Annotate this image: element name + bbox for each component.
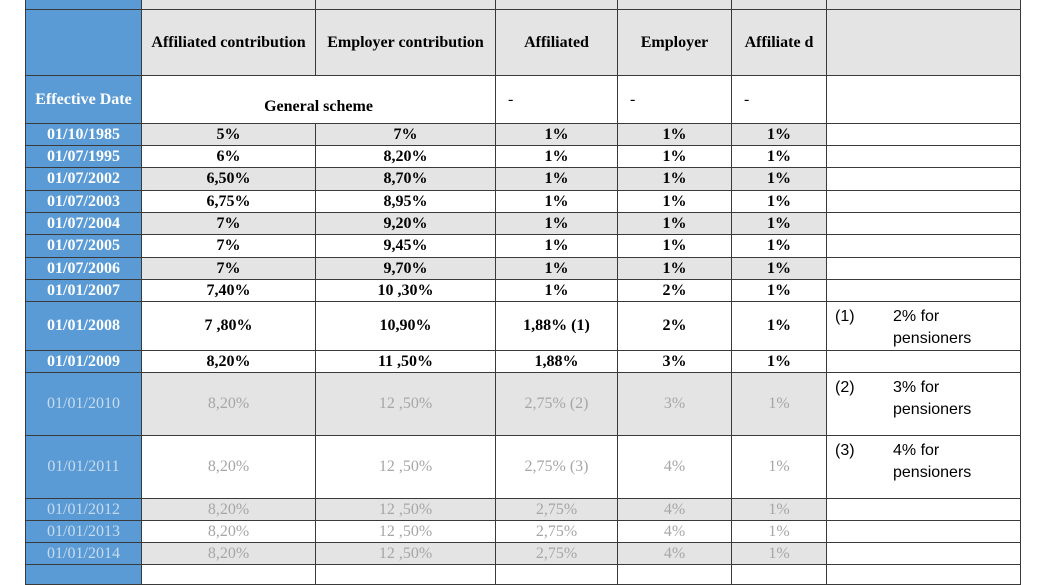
date-cell: 01/01/2009 — [26, 351, 142, 373]
table-row — [26, 213, 1021, 235]
affiliated-rate-2-cell: 1% — [732, 124, 827, 146]
dash-cell: - — [618, 76, 732, 124]
scheme-row — [26, 76, 1021, 124]
affiliated-rate-2-cell: 1% — [732, 373, 827, 436]
note-cell — [827, 302, 1021, 351]
table-row — [26, 124, 1021, 146]
affiliated-rate-cell: 1% — [496, 280, 618, 302]
header-affiliated-2: Affiliate d — [732, 10, 827, 76]
header-affiliated-contribution: Affiliated contribution — [142, 10, 316, 76]
employer-contribution-cell: 9,70% — [316, 258, 496, 280]
date-cell: 01/07/1995 — [26, 146, 142, 168]
note-text: 2% for pensioners — [893, 308, 972, 347]
date-cell: 01/01/2010 — [26, 373, 142, 436]
employer-contribution-cell: 10 ,30% — [316, 280, 496, 302]
affiliated-rate-2-cell: 1% — [732, 302, 827, 351]
affiliated-rate-2-cell: 1% — [732, 235, 827, 258]
affiliated-rate-2-cell: 1% — [732, 521, 827, 543]
affiliated-rate-cell: 1% — [496, 213, 618, 235]
empty-cell — [142, 565, 316, 585]
date-cell: 01/07/2004 — [26, 213, 142, 235]
employer-contribution-cell: 8,70% — [316, 168, 496, 191]
affiliated-rate-cell: 1% — [496, 258, 618, 280]
date-cell: 01/07/2006 — [26, 258, 142, 280]
affiliated-contribution-cell: 8,20% — [142, 351, 316, 373]
affiliated-rate-cell: 1% — [496, 124, 618, 146]
employer-contribution-cell: 12 ,50% — [316, 521, 496, 543]
affiliated-contribution-cell: 8,20% — [142, 521, 316, 543]
employer-rate-cell: 1% — [618, 191, 732, 213]
affiliated-rate-cell: 2,75% — [496, 499, 618, 521]
top-strip-row — [26, 0, 1021, 10]
date-cell: 01/01/2012 — [26, 499, 142, 521]
employer-rate-cell: 3% — [618, 373, 732, 436]
note-number: (2) — [835, 379, 855, 396]
note-number: (1) — [835, 308, 855, 325]
affiliated-rate-cell: 1% — [496, 235, 618, 258]
affiliated-rate-cell: 2,75% — [496, 521, 618, 543]
table-row — [26, 436, 1021, 499]
table-row — [26, 168, 1021, 191]
table-row — [26, 191, 1021, 213]
header-employer: Employer — [618, 10, 732, 76]
table-row — [26, 373, 1021, 436]
note-cell — [827, 213, 1021, 235]
note-cell — [827, 499, 1021, 521]
note-text: 4% for pensioners — [893, 442, 972, 481]
effective-date-label: Effective Date — [26, 76, 142, 124]
table-row — [26, 521, 1021, 543]
header-row — [26, 10, 1021, 76]
affiliated-rate-2-cell: 1% — [732, 258, 827, 280]
employer-rate-cell: 3% — [618, 351, 732, 373]
affiliated-rate-2-cell: 1% — [732, 213, 827, 235]
contribution-table — [25, 0, 1021, 585]
affiliated-rate-2-cell: 1% — [732, 543, 827, 565]
employer-contribution-cell: 11 ,50% — [316, 351, 496, 373]
affiliated-contribution-cell: 7% — [142, 213, 316, 235]
table-row — [26, 146, 1021, 168]
employer-rate-cell: 1% — [618, 146, 732, 168]
employer-rate-cell: 4% — [618, 521, 732, 543]
table-row — [26, 543, 1021, 565]
affiliated-rate-cell: 1% — [496, 168, 618, 191]
general-scheme-label: General scheme — [142, 76, 496, 124]
affiliated-rate-2-cell: 1% — [732, 191, 827, 213]
date-cell: 01/01/2014 — [26, 543, 142, 565]
note-cell — [827, 258, 1021, 280]
date-cell: 01/01/2013 — [26, 521, 142, 543]
affiliated-contribution-cell: 8,20% — [142, 373, 316, 436]
header-affiliated: Affiliated — [496, 10, 618, 76]
employer-rate-cell: 1% — [618, 124, 732, 146]
employer-contribution-cell: 12 ,50% — [316, 543, 496, 565]
employer-contribution-cell: 10,90% — [316, 302, 496, 351]
affiliated-contribution-cell: 6,50% — [142, 168, 316, 191]
dash-cell: - — [732, 76, 827, 124]
affiliated-contribution-cell: 8,20% — [142, 499, 316, 521]
affiliated-rate-cell: 2,75% — [496, 543, 618, 565]
note-cell — [827, 543, 1021, 565]
employer-contribution-cell: 9,20% — [316, 213, 496, 235]
date-cell: 01/07/2005 — [26, 235, 142, 258]
affiliated-rate-2-cell: 1% — [732, 436, 827, 499]
empty-cell — [496, 565, 618, 585]
table-row — [26, 258, 1021, 280]
affiliated-rate-cell: 1% — [496, 191, 618, 213]
affiliated-rate-2-cell: 1% — [732, 146, 827, 168]
employer-rate-cell: 2% — [618, 280, 732, 302]
note-cell — [827, 436, 1021, 499]
employer-rate-cell: 2% — [618, 302, 732, 351]
affiliated-contribution-cell: 6,75% — [142, 191, 316, 213]
dash-cell: - — [496, 76, 618, 124]
note-cell — [827, 124, 1021, 146]
empty-cell — [26, 565, 142, 585]
note-cell — [827, 521, 1021, 543]
note-cell — [827, 191, 1021, 213]
employer-contribution-cell: 12 ,50% — [316, 373, 496, 436]
employer-contribution-cell: 9,45% — [316, 235, 496, 258]
table-row — [26, 280, 1021, 302]
note-cell — [827, 351, 1021, 373]
affiliated-contribution-cell: 7% — [142, 235, 316, 258]
table-row — [26, 351, 1021, 373]
header-corner-cell — [26, 10, 142, 76]
table-row — [26, 235, 1021, 258]
employer-contribution-cell: 7% — [316, 124, 496, 146]
affiliated-rate-cell: 2,75% (2) — [496, 373, 618, 436]
affiliated-contribution-cell: 8,20% — [142, 543, 316, 565]
employer-contribution-cell: 12 ,50% — [316, 499, 496, 521]
table-row — [26, 499, 1021, 521]
affiliated-rate-2-cell: 1% — [732, 499, 827, 521]
employer-rate-cell: 1% — [618, 235, 732, 258]
affiliated-contribution-cell: 6% — [142, 146, 316, 168]
table-row — [26, 302, 1021, 351]
header-notes — [827, 10, 1021, 76]
note-number: (3) — [835, 442, 855, 459]
affiliated-contribution-cell: 8,20% — [142, 436, 316, 499]
header-employer-contribution: Employer contribution — [316, 10, 496, 76]
affiliated-rate-cell: 2,75% (3) — [496, 436, 618, 499]
empty-cell — [827, 565, 1021, 585]
note-cell — [827, 235, 1021, 258]
employer-rate-cell: 4% — [618, 499, 732, 521]
employer-rate-cell: 4% — [618, 543, 732, 565]
affiliated-rate-2-cell: 1% — [732, 351, 827, 373]
date-cell: 01/01/2008 — [26, 302, 142, 351]
affiliated-contribution-cell: 5% — [142, 124, 316, 146]
employer-rate-cell: 4% — [618, 436, 732, 499]
empty-cell — [316, 565, 496, 585]
affiliated-contribution-cell: 7 ,80% — [142, 302, 316, 351]
note-cell — [827, 146, 1021, 168]
date-cell: 01/07/2002 — [26, 168, 142, 191]
empty-cell — [618, 565, 732, 585]
affiliated-rate-2-cell: 1% — [732, 168, 827, 191]
affiliated-contribution-cell: 7% — [142, 258, 316, 280]
employer-rate-cell: 1% — [618, 258, 732, 280]
date-cell: 01/10/1985 — [26, 124, 142, 146]
employer-contribution-cell: 8,95% — [316, 191, 496, 213]
employer-rate-cell: 1% — [618, 168, 732, 191]
date-cell: 01/01/2011 — [26, 436, 142, 499]
note-text: 3% for pensioners — [893, 379, 972, 418]
empty-note-cell — [827, 76, 1021, 124]
note-cell — [827, 373, 1021, 436]
note-cell — [827, 168, 1021, 191]
employer-contribution-cell: 8,20% — [316, 146, 496, 168]
affiliated-rate-2-cell: 1% — [732, 280, 827, 302]
employer-contribution-cell: 12 ,50% — [316, 436, 496, 499]
affiliated-contribution-cell: 7,40% — [142, 280, 316, 302]
note-cell — [827, 280, 1021, 302]
date-cell: 01/07/2003 — [26, 191, 142, 213]
employer-rate-cell: 1% — [618, 213, 732, 235]
affiliated-rate-cell: 1% — [496, 146, 618, 168]
affiliated-rate-cell: 1,88% — [496, 351, 618, 373]
date-cell: 01/01/2007 — [26, 280, 142, 302]
table-row-partial — [26, 565, 1021, 585]
affiliated-rate-cell: 1,88% (1) — [496, 302, 618, 351]
empty-cell — [732, 565, 827, 585]
